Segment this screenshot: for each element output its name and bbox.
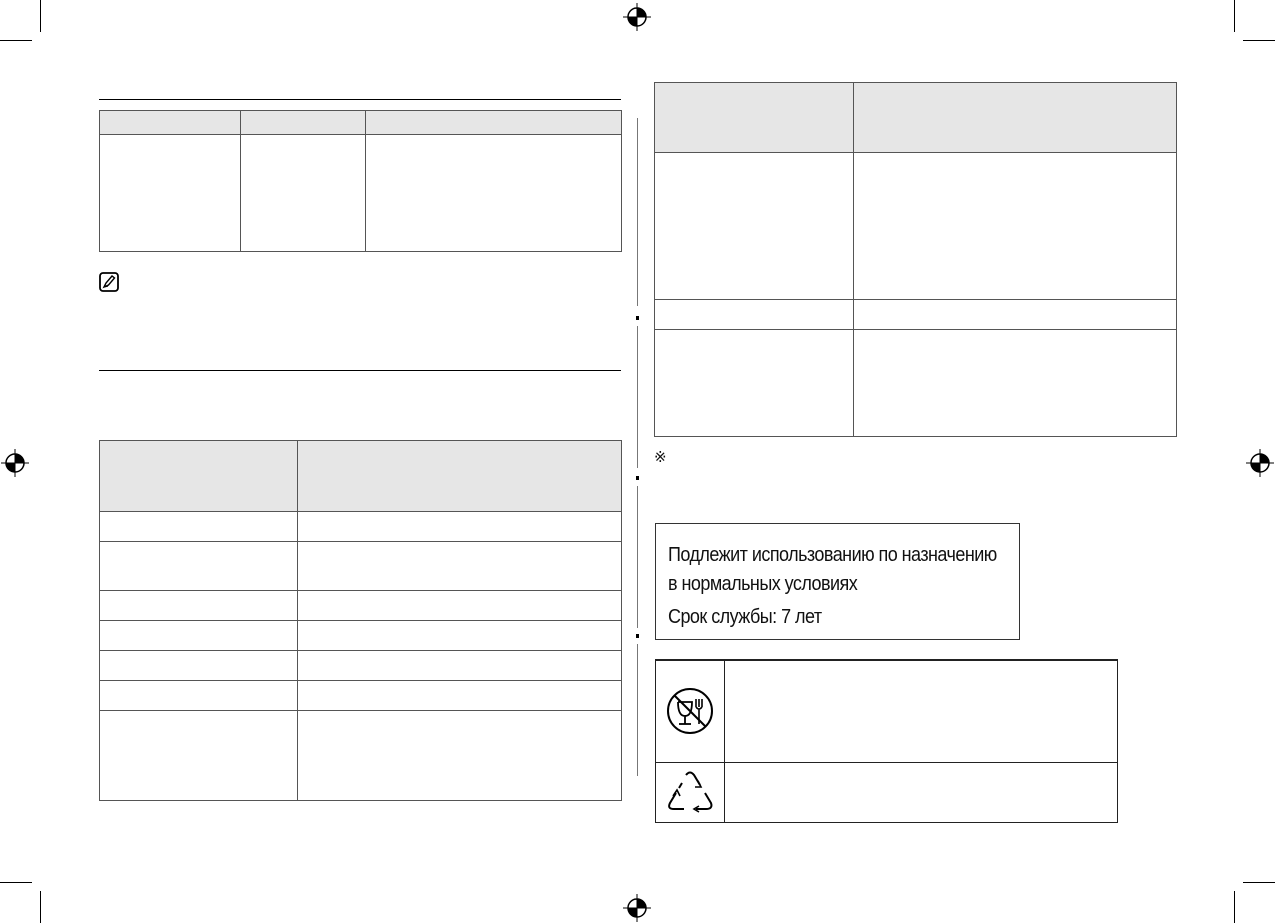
table-cell bbox=[725, 660, 1118, 762]
table-cell bbox=[725, 762, 1118, 822]
table-cell bbox=[100, 681, 298, 711]
table-row bbox=[100, 135, 622, 252]
spec-table-top bbox=[99, 110, 622, 252]
table-row bbox=[100, 711, 622, 801]
crop-mark-tl-v bbox=[40, 0, 41, 32]
table-cell bbox=[854, 330, 1177, 437]
table-cell bbox=[100, 591, 298, 621]
fold-line bbox=[637, 118, 638, 306]
table-row bbox=[100, 591, 622, 621]
crop-mark-tr-h bbox=[1243, 40, 1275, 41]
footnote-symbol: ※ bbox=[654, 448, 667, 466]
service-life-line-3: Срок службы: 7 лет bbox=[668, 606, 822, 628]
fold-line bbox=[637, 644, 638, 776]
table-cell bbox=[655, 330, 854, 437]
table-cell bbox=[656, 762, 725, 822]
table-cell bbox=[100, 651, 298, 681]
table-row bbox=[100, 512, 622, 542]
crop-mark-bl-h bbox=[0, 882, 32, 883]
table-cell bbox=[100, 135, 241, 252]
table-header-cell bbox=[366, 111, 622, 135]
table-cell bbox=[655, 300, 854, 330]
section-rule bbox=[99, 99, 621, 100]
crop-mark-br-v bbox=[1234, 891, 1235, 923]
table-row bbox=[100, 651, 622, 681]
table-cell bbox=[854, 153, 1177, 300]
table-row bbox=[100, 621, 622, 651]
service-life-box bbox=[655, 523, 1020, 640]
table-row bbox=[655, 330, 1177, 437]
crop-mark-bl-v bbox=[40, 891, 41, 923]
table-cell bbox=[100, 711, 298, 801]
service-life-line-2: в нормальных условиях bbox=[668, 573, 858, 595]
table-cell bbox=[298, 651, 622, 681]
table-header-row bbox=[655, 83, 1177, 153]
registration-mark-icon bbox=[0, 448, 30, 478]
table-header-cell bbox=[298, 441, 622, 512]
table-cell bbox=[241, 135, 366, 252]
table-row bbox=[656, 660, 1118, 762]
table-header-cell bbox=[100, 111, 241, 135]
not-for-food-contact-icon bbox=[665, 686, 715, 736]
registration-mark-icon bbox=[622, 2, 652, 32]
table-cell bbox=[100, 512, 298, 542]
table-header-cell bbox=[100, 441, 298, 512]
table-row bbox=[655, 153, 1177, 300]
table-header-cell bbox=[655, 83, 854, 153]
service-life-line-1: Подлежит использованию по назначению bbox=[668, 544, 997, 566]
crop-mark-br-h bbox=[1243, 882, 1275, 883]
table-cell bbox=[655, 153, 854, 300]
table-cell bbox=[656, 660, 725, 762]
table-cell bbox=[298, 542, 622, 591]
table-header-row bbox=[100, 441, 622, 512]
table-cell bbox=[100, 621, 298, 651]
fold-line bbox=[637, 486, 638, 628]
table-cell bbox=[854, 300, 1177, 330]
fold-dot bbox=[636, 316, 639, 320]
recycle-triangle-icon bbox=[665, 769, 715, 815]
table-row bbox=[655, 300, 1177, 330]
fold-dot bbox=[636, 634, 639, 638]
table-cell bbox=[298, 512, 622, 542]
section-rule bbox=[99, 370, 621, 371]
registration-mark-icon bbox=[1245, 448, 1275, 478]
note-pencil-icon bbox=[99, 272, 119, 292]
table-header-row bbox=[100, 111, 622, 135]
fold-line bbox=[637, 326, 638, 468]
spec-table-right bbox=[654, 82, 1177, 437]
registration-mark-icon bbox=[622, 893, 652, 923]
table-cell bbox=[298, 621, 622, 651]
table-cell bbox=[100, 542, 298, 591]
symbols-table bbox=[655, 659, 1118, 823]
table-cell bbox=[298, 681, 622, 711]
table-row bbox=[100, 681, 622, 711]
table-row bbox=[100, 542, 622, 591]
table-header-cell bbox=[241, 111, 366, 135]
fold-dot bbox=[636, 476, 639, 480]
spec-table-bottom bbox=[99, 440, 622, 801]
table-cell bbox=[366, 135, 622, 252]
crop-mark-tr-v bbox=[1234, 0, 1235, 32]
table-row bbox=[656, 762, 1118, 822]
table-cell bbox=[298, 591, 622, 621]
crop-mark-tl-h bbox=[0, 40, 32, 41]
table-header-cell bbox=[854, 83, 1177, 153]
table-cell bbox=[298, 711, 622, 801]
